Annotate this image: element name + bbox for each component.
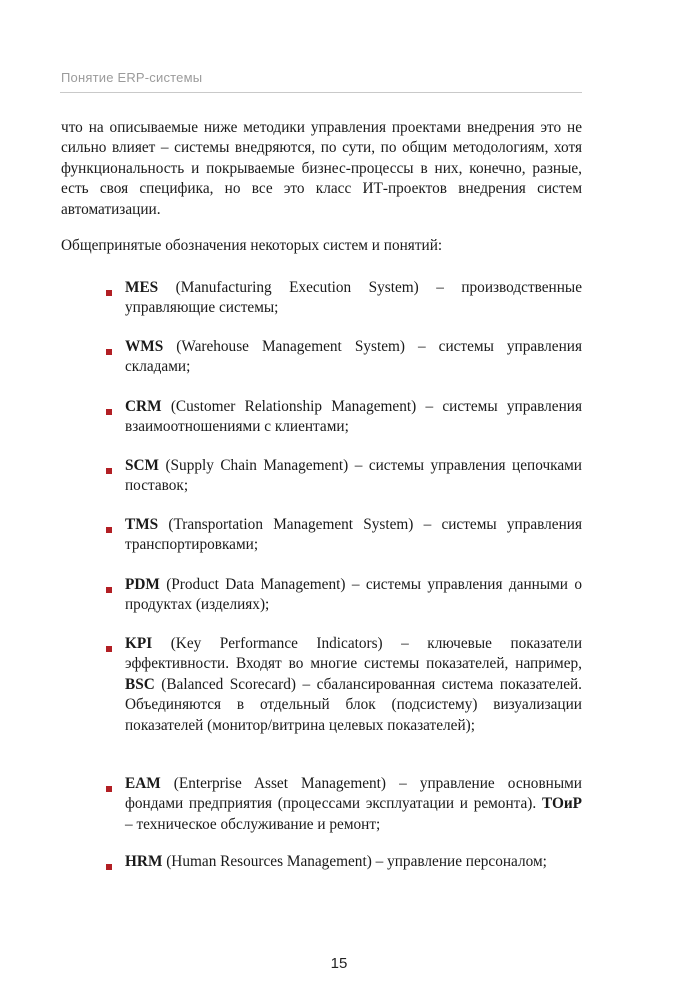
term-abbreviation: EAM [125, 775, 161, 792]
list-item-kpi [105, 634, 582, 736]
term-definition: (Balanced Scorecard) – сбалансированная система показателей. Объединяются в отдельный блок (подсистему) визуализации показателей (монитор/витрина целевых показателей); [125, 675, 582, 734]
term-definition: (Human Resources Management) – управление персоналом; [162, 853, 547, 870]
running-header: Понятие ERP-системы [61, 70, 203, 85]
term-definition: (Warehouse Management System) – системы управления складами; [125, 338, 582, 376]
term-definition: (Key Performance Indicators) – ключевые показатели эффективности. Входят во многие системы показателей, например, [125, 635, 582, 673]
term-abbreviation: HRM [125, 853, 163, 870]
list-item-hrm [105, 852, 582, 872]
term-abbreviation: KPI [125, 635, 153, 652]
intro-paragraph: что на описываемые ниже методики управления проектами внедрения это не сильно влияет – системы внедряются, по сути, по общим методологиям, хотя функциональность и покрываемые бизнес-процессы в них, конечно, разные, есть своя специфика, но все это класс ИТ-проектов внедрения систем автоматизации. [61, 119, 582, 218]
term-abbreviation: BSC [125, 675, 155, 693]
list-item-eam [105, 774, 582, 835]
term-abbreviation: SCM [125, 457, 159, 474]
list-item-wms [105, 337, 582, 378]
term-definition: (Manufacturing Execution System) – производственные управляющие системы; [125, 279, 582, 317]
term-definition: (Customer Relationship Management) – системы управления взаимоотношениями с клиентами; [125, 398, 582, 436]
header-divider [60, 92, 582, 93]
list-item-tms [105, 515, 582, 556]
list-item-crm [105, 397, 582, 438]
page-number: 15 [330, 955, 348, 972]
term-abbreviation: ТОиР [541, 795, 582, 813]
term-abbreviation: CRM [125, 398, 162, 415]
term-abbreviation: MES [125, 279, 159, 296]
list-intro: Общепринятые обозначения некоторых систем и понятий: [61, 237, 443, 254]
term-abbreviation: TMS [125, 516, 159, 533]
list-item-pdm [105, 575, 582, 616]
term-definition: (Product Data Management) – системы управления данными о продуктах (изделиях); [125, 576, 582, 614]
list-item-mes [105, 278, 582, 319]
term-abbreviation: PDM [125, 576, 160, 593]
term-abbreviation: WMS [125, 338, 164, 355]
list-item-scm [105, 456, 582, 497]
term-definition: (Supply Chain Management) – системы управления цепочками поставок; [125, 457, 582, 495]
term-definition: (Enterprise Asset Management) – управление основными фондами предприятия (процессами эксплуатации и ремонта). [125, 775, 582, 813]
term-definition: (Transportation Management System) – системы управления транспортировками; [125, 516, 582, 554]
term-definition: – техническое обслуживание и ремонт; [125, 815, 381, 833]
